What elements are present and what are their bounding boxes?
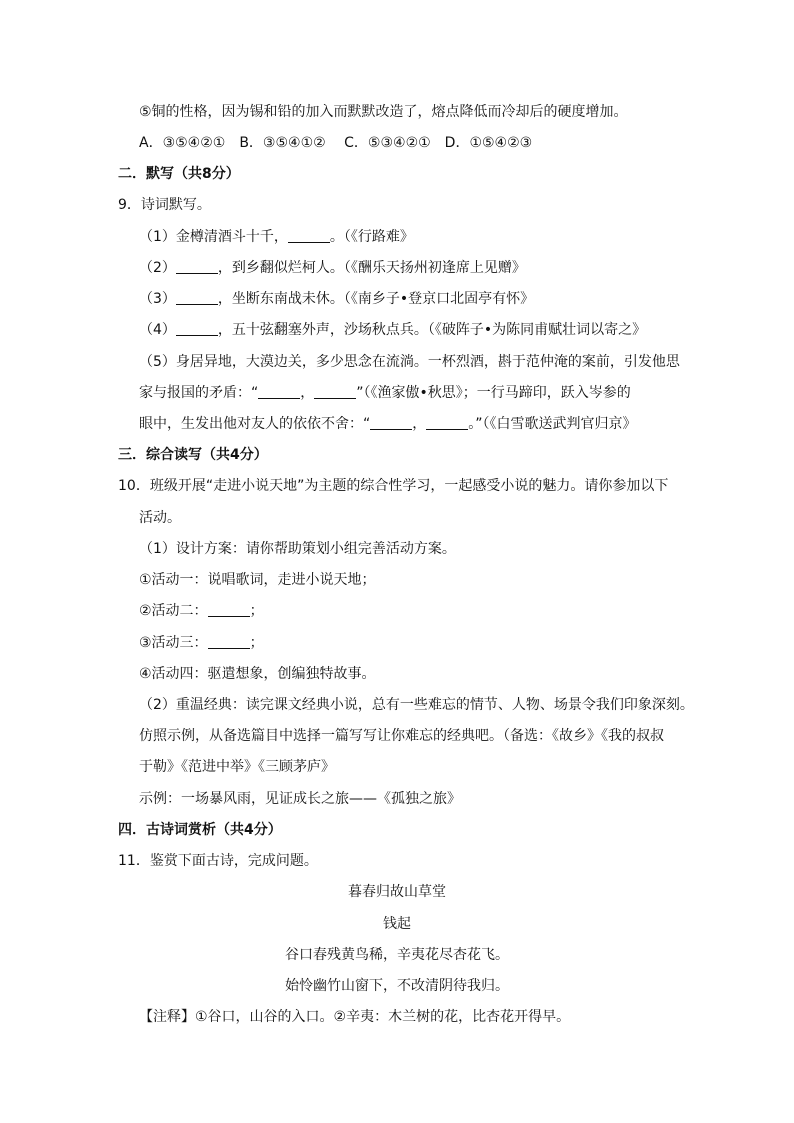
choice-options: A．③⑤④②① B．③⑤④①② C．⑤③④②① D．①⑤④②③	[139, 135, 533, 151]
q9-item-3	[139, 289, 534, 309]
q9-item-2-text: ，到乡翻似烂柯人。（《酬乐天扬州初逢席上见赠》	[217, 260, 526, 276]
section-heading-poetry: 四．古诗词赏析（共4分）	[118, 822, 282, 838]
section-heading-reading-writing: 三．综合读写（共4分）	[118, 447, 268, 463]
question-10-title: 10．班级开展“走进小说天地”为主题的综合性学习，一起感受小说的魅力。请你参加以下	[118, 478, 669, 494]
q9-item-5-text-d: 。”（《白雪歌送武判官归京》	[468, 416, 637, 432]
q9-item-1-text: （1）金樽清酒斗十千，	[139, 229, 288, 245]
q10-activity-2-label: ②活动二：	[139, 603, 208, 619]
question-9-title: 9．诗词默写。	[118, 197, 211, 213]
q9-item-4-text: ，五十弦翻塞外声，沙场秋点兵。（《破阵子•为陈同甫赋壮词以寄之》	[217, 322, 647, 338]
poem-title: 暮春归故山草堂	[348, 884, 446, 900]
q9-item-3-number: （3）	[139, 291, 176, 307]
q10-part-2: （2）重温经典：读完课文经典小说，总有一些难忘的情节、人物、场景令我们印象深刻。	[139, 697, 694, 713]
q9-item-2-number: （2）	[139, 260, 176, 276]
q10-part-2-cont-2: 于勒》《范进中举》《三顾茅庐》	[139, 759, 335, 775]
q9-item-3-text: ，坐断东南战未休。（《南乡子•登京口北固亭有怀》	[217, 291, 535, 307]
q9-item-1	[139, 227, 414, 247]
answer-blank[interactable]	[176, 290, 218, 305]
answer-blank[interactable]	[208, 602, 250, 617]
q10-part-2-cont: 仿照示例，从备选篇目中选择一篇写写让你难忘的经典吧。（备选：《故乡》《我的叔叔	[139, 728, 664, 744]
q10-activity-4: ④活动四：驱遣想象，创编独特故事。	[139, 666, 376, 682]
q10-example: 示例：一场暴风雨，见证成长之旅——《孤独之旅》	[139, 791, 461, 807]
q10-part-1: （1）设计方案：请你帮助策划小组完善活动方案。	[139, 541, 456, 557]
q9-item-4-number: （4）	[139, 322, 176, 338]
q9-item-5-line-2	[139, 383, 631, 403]
q9-item-5-line-1: （5）身居异地，大漠边关，多少思念在流淌。一杯烈酒，斟于范仲淹的案前，引发他思	[139, 354, 680, 370]
q9-item-5-comma: ，	[300, 385, 315, 401]
answer-blank[interactable]	[176, 321, 218, 336]
q10-activity-3-label: ③活动三：	[139, 635, 208, 651]
poem-notes: 【注释】①谷口，山谷的入口。②辛夷：木兰树的花，比杏花开得早。	[139, 1009, 571, 1025]
section-heading-dictation: 二．默写（共8分）	[118, 166, 240, 182]
q10-activity-3	[139, 633, 264, 653]
q9-item-5-text-a: 家与报国的矛盾：“	[139, 385, 259, 401]
q10-activity-2	[139, 601, 264, 621]
q9-item-2	[139, 258, 526, 278]
answer-blank[interactable]	[258, 384, 300, 399]
answer-blank[interactable]	[314, 384, 356, 399]
question-11-title: 11．鉴赏下面古诗，完成问题。	[118, 853, 318, 869]
q9-item-5-line-3	[139, 414, 637, 434]
option-5-text: ⑤铜的性格，因为锡和铅的加入而默默改造了，熔点降低而冷却后的硬度增加。	[139, 104, 628, 120]
q9-item-5-text-c: 眼中，生发出他对友人的依依不舍：“	[139, 416, 371, 432]
q10-activity-2-end: ；	[249, 603, 264, 619]
q9-item-5-text-b: ”（《渔家傲•秋思》；一行马蹄印，跃入岑参的	[356, 385, 631, 401]
answer-blank[interactable]	[176, 259, 218, 274]
answer-blank[interactable]	[208, 634, 250, 649]
poem-line-2: 始怜幽竹山窗下，不改清阴待我归。	[285, 978, 509, 994]
answer-blank[interactable]	[426, 415, 468, 430]
q9-item-1-source: 。（《行路难》	[329, 229, 414, 245]
q9-item-4	[139, 320, 646, 340]
poem-line-1: 谷口春残黄鸟稀，辛夷花尽杏花飞。	[285, 947, 509, 963]
poem-author: 钱起	[383, 916, 411, 932]
q9-item-5-comma-2: ，	[412, 416, 427, 432]
answer-blank[interactable]	[288, 228, 330, 243]
question-10-title-cont: 活动。	[139, 510, 181, 526]
answer-blank[interactable]	[370, 415, 412, 430]
q10-activity-1: ①活动一：说唱歌词，走进小说天地；	[139, 572, 376, 588]
q10-activity-3-end: ；	[249, 635, 264, 651]
